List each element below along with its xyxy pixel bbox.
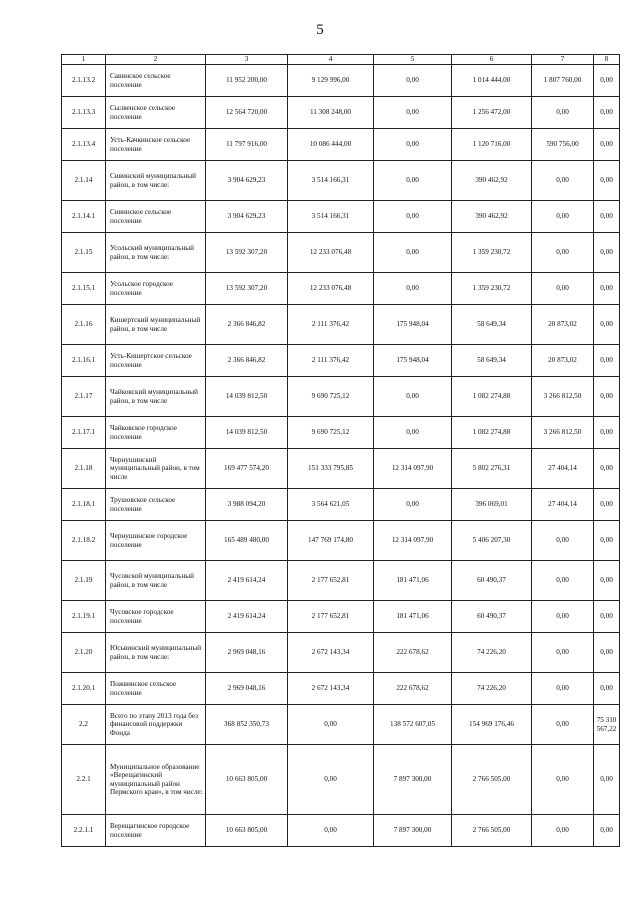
- table-row: [62, 417, 620, 449]
- cell-col-8: 0,00: [594, 449, 620, 489]
- row-code: 2.1.13.3: [62, 97, 106, 129]
- table-row: [62, 201, 620, 233]
- column-header: 5: [374, 55, 452, 65]
- cell-col-8: 0,00: [594, 233, 620, 273]
- cell-col-6: 74 226,20: [452, 673, 532, 705]
- table-row: [62, 745, 620, 815]
- cell-col-6: 390 462,92: [452, 161, 532, 201]
- cell-col-4: 10 086 444,00: [288, 129, 374, 161]
- cell-col-4: 12 233 076,48: [288, 233, 374, 273]
- column-header: 3: [206, 55, 288, 65]
- cell-col-4: 151 333 795,85: [288, 449, 374, 489]
- row-name: Муниципальное образование «Верещагинский муниципальный район Пермского края», в том числе:: [106, 745, 206, 815]
- row-name: Чусовской муниципальный район, в том числе: [106, 561, 206, 601]
- cell-col-3: 2 366 846,82: [206, 305, 288, 345]
- row-code: 2.1.15: [62, 233, 106, 273]
- cell-col-3: 10 663 805,00: [206, 745, 288, 815]
- cell-col-4: 2 672 143,34: [288, 633, 374, 673]
- cell-col-4: 0,00: [288, 815, 374, 847]
- cell-col-4: 9 690 725,12: [288, 417, 374, 449]
- cell-col-6: 60 490,37: [452, 601, 532, 633]
- table-row: [62, 233, 620, 273]
- cell-col-4: 9 129 996,00: [288, 65, 374, 97]
- cell-col-3: 13 592 307,20: [206, 233, 288, 273]
- cell-col-4: 3 514 166,31: [288, 201, 374, 233]
- row-code: 2.1.19.1: [62, 601, 106, 633]
- cell-col-5: 0,00: [374, 377, 452, 417]
- row-code: 2.2: [62, 705, 106, 745]
- table-row: [62, 377, 620, 417]
- table-row: [62, 161, 620, 201]
- cell-col-4: 0,00: [288, 745, 374, 815]
- column-header: 1: [62, 55, 106, 65]
- table-row: [62, 345, 620, 377]
- row-code: 2.1.20: [62, 633, 106, 673]
- cell-col-4: 3 564 621,05: [288, 489, 374, 521]
- cell-col-6: 1 082 274,88: [452, 377, 532, 417]
- row-name: Сивинский муниципальный район, в том числе:: [106, 161, 206, 201]
- row-code: 2.1.13.2: [62, 65, 106, 97]
- row-name: Пожвинское сельское поселение: [106, 673, 206, 705]
- cell-col-4: 2 672 143,34: [288, 673, 374, 705]
- column-header: 8: [594, 55, 620, 65]
- cell-col-6: 390 462,92: [452, 201, 532, 233]
- cell-col-3: 3 904 629,23: [206, 201, 288, 233]
- cell-col-6: 1 256 472,00: [452, 97, 532, 129]
- table-row: [62, 273, 620, 305]
- cell-col-8: 0,00: [594, 633, 620, 673]
- row-name: Чернушинский муниципальный район, в том числе: [106, 449, 206, 489]
- cell-col-3: 368 852 350,73: [206, 705, 288, 745]
- cell-col-7: 3 266 812,50: [532, 417, 594, 449]
- cell-col-7: 0,00: [532, 201, 594, 233]
- cell-col-3: 169 477 574,20: [206, 449, 288, 489]
- row-name: Юсьвинский муниципальный район, в том числе:: [106, 633, 206, 673]
- cell-col-5: 0,00: [374, 129, 452, 161]
- row-code: 2.1.16: [62, 305, 106, 345]
- table-row: [62, 97, 620, 129]
- cell-col-4: 2 177 652,81: [288, 601, 374, 633]
- cell-col-5: 175 948,04: [374, 345, 452, 377]
- cell-col-3: 12 564 720,00: [206, 97, 288, 129]
- cell-col-8: 0,00: [594, 745, 620, 815]
- table-row: [62, 633, 620, 673]
- row-code: 2.1.15.1: [62, 273, 106, 305]
- row-name: Усольское городское поселение: [106, 273, 206, 305]
- cell-col-6: 58 649,34: [452, 345, 532, 377]
- cell-col-3: 10 663 805,00: [206, 815, 288, 847]
- cell-col-4: 9 690 725,12: [288, 377, 374, 417]
- cell-col-3: 165 489 480,00: [206, 521, 288, 561]
- cell-col-7: 0,00: [532, 521, 594, 561]
- row-code: 2.1.19: [62, 561, 106, 601]
- cell-col-7: 0,00: [532, 705, 594, 745]
- cell-col-8: 0,00: [594, 201, 620, 233]
- cell-col-7: 0,00: [532, 745, 594, 815]
- table-header-row: [62, 55, 620, 65]
- cell-col-3: 13 592 307,20: [206, 273, 288, 305]
- cell-col-7: 0,00: [532, 97, 594, 129]
- cell-col-6: 1 359 230,72: [452, 273, 532, 305]
- cell-col-8: 0,00: [594, 815, 620, 847]
- cell-col-7: 0,00: [532, 815, 594, 847]
- cell-col-4: 11 308 248,00: [288, 97, 374, 129]
- cell-col-6: 2 766 505,00: [452, 815, 532, 847]
- row-code: 2.1.14.1: [62, 201, 106, 233]
- cell-col-4: 3 514 166,31: [288, 161, 374, 201]
- cell-col-5: 0,00: [374, 161, 452, 201]
- column-header: 4: [288, 55, 374, 65]
- cell-col-4: 2 177 652,81: [288, 561, 374, 601]
- cell-col-7: 27 404,14: [532, 489, 594, 521]
- cell-col-3: 2 969 048,16: [206, 673, 288, 705]
- cell-col-6: 74 226,20: [452, 633, 532, 673]
- cell-col-5: 0,00: [374, 201, 452, 233]
- row-code: 2.1.18: [62, 449, 106, 489]
- cell-col-6: 1 082 274,88: [452, 417, 532, 449]
- cell-col-7: 27 404,14: [532, 449, 594, 489]
- cell-col-5: 0,00: [374, 65, 452, 97]
- row-name: Кишертский муниципальный район, в том числе: [106, 305, 206, 345]
- cell-col-6: 58 649,34: [452, 305, 532, 345]
- row-name: Верещагинское городское поселение: [106, 815, 206, 847]
- cell-col-8: 0,00: [594, 417, 620, 449]
- cell-col-5: 0,00: [374, 273, 452, 305]
- cell-col-7: 0,00: [532, 161, 594, 201]
- row-name: Чайковский муниципальный район, в том числе: [106, 377, 206, 417]
- data-table: [61, 54, 620, 847]
- row-name: Усольский муниципальный район, в том числе:: [106, 233, 206, 273]
- cell-col-8: 0,00: [594, 345, 620, 377]
- row-code: 2.1.18.1: [62, 489, 106, 521]
- cell-col-5: 0,00: [374, 417, 452, 449]
- cell-col-3: 2 366 846,82: [206, 345, 288, 377]
- cell-col-5: 0,00: [374, 233, 452, 273]
- cell-col-5: 0,00: [374, 97, 452, 129]
- column-header: 7: [532, 55, 594, 65]
- cell-col-6: 1 120 716,00: [452, 129, 532, 161]
- row-code: 2.1.17: [62, 377, 106, 417]
- table-row: [62, 449, 620, 489]
- cell-col-5: 222 678,62: [374, 633, 452, 673]
- row-name: Чусовское городское поселение: [106, 601, 206, 633]
- cell-col-6: 60 490,37: [452, 561, 532, 601]
- row-code: 2.1.16.1: [62, 345, 106, 377]
- cell-col-6: 5 802 276,31: [452, 449, 532, 489]
- table-row: [62, 305, 620, 345]
- row-name: Усть-Кишертское сельское поселение: [106, 345, 206, 377]
- cell-col-3: 2 969 048,16: [206, 633, 288, 673]
- row-name: Усть-Качкинское сельское поселение: [106, 129, 206, 161]
- cell-col-7: 0,00: [532, 673, 594, 705]
- table-row: [62, 561, 620, 601]
- cell-col-6: 154 969 176,46: [452, 705, 532, 745]
- row-name: Сылвенское сельское поселение: [106, 97, 206, 129]
- cell-col-5: 175 948,04: [374, 305, 452, 345]
- column-header: 6: [452, 55, 532, 65]
- row-name: Сивинское сельское поселение: [106, 201, 206, 233]
- cell-col-7: 20 873,02: [532, 345, 594, 377]
- cell-col-3: 14 039 812,50: [206, 377, 288, 417]
- cell-col-4: 12 233 076,48: [288, 273, 374, 305]
- table-row: [62, 489, 620, 521]
- row-code: 2.1.17.1: [62, 417, 106, 449]
- cell-col-5: 7 897 300,00: [374, 745, 452, 815]
- cell-col-6: 1 359 230,72: [452, 233, 532, 273]
- cell-col-8: 0,00: [594, 129, 620, 161]
- cell-col-7: 0,00: [532, 233, 594, 273]
- cell-col-5: 12 314 097,90: [374, 449, 452, 489]
- cell-col-7: 0,00: [532, 633, 594, 673]
- cell-col-5: 0,00: [374, 489, 452, 521]
- cell-col-4: 2 111 376,42: [288, 345, 374, 377]
- row-code: 2.1.14: [62, 161, 106, 201]
- cell-col-8: 0,00: [594, 65, 620, 97]
- cell-col-4: 2 111 376,42: [288, 305, 374, 345]
- cell-col-5: 12 314 097,90: [374, 521, 452, 561]
- cell-col-8: 0,00: [594, 161, 620, 201]
- cell-col-6: 2 766 505,00: [452, 745, 532, 815]
- row-name: Трушовское сельское поселение: [106, 489, 206, 521]
- cell-col-8: 0,00: [594, 305, 620, 345]
- cell-col-7: 3 266 812,50: [532, 377, 594, 417]
- cell-col-3: 11 797 916,00: [206, 129, 288, 161]
- cell-col-8: 0,00: [594, 561, 620, 601]
- row-code: 2.2.1.1: [62, 815, 106, 847]
- table-row: [62, 673, 620, 705]
- table-row: [62, 705, 620, 745]
- cell-col-7: 0,00: [532, 561, 594, 601]
- column-header: 2: [106, 55, 206, 65]
- table-row: [62, 521, 620, 561]
- row-code: 2.1.20.1: [62, 673, 106, 705]
- cell-col-5: 138 572 607,05: [374, 705, 452, 745]
- cell-col-5: 7 897 300,00: [374, 815, 452, 847]
- cell-col-4: 147 769 174,80: [288, 521, 374, 561]
- row-name: Савинское сельское поселение: [106, 65, 206, 97]
- row-code: 2.1.13.4: [62, 129, 106, 161]
- cell-col-5: 222 678,62: [374, 673, 452, 705]
- cell-col-4: 0,00: [288, 705, 374, 745]
- row-name: Всего по этапу 2013 года без финансовой поддержки Фонда: [106, 705, 206, 745]
- cell-col-3: 3 988 094,20: [206, 489, 288, 521]
- table-row: [62, 601, 620, 633]
- cell-col-7: 0,00: [532, 273, 594, 305]
- cell-col-8: 0,00: [594, 377, 620, 417]
- row-code: 2.2.1: [62, 745, 106, 815]
- page-number: 5: [316, 22, 324, 38]
- cell-col-7: 20 873,02: [532, 305, 594, 345]
- cell-col-3: 2 419 614,24: [206, 601, 288, 633]
- table-row: [62, 65, 620, 97]
- row-name: Чернушинское городское поселение: [106, 521, 206, 561]
- cell-col-8: 0,00: [594, 521, 620, 561]
- cell-col-8: 0,00: [594, 601, 620, 633]
- cell-col-8: 0,00: [594, 489, 620, 521]
- cell-col-6: 5 406 207,30: [452, 521, 532, 561]
- cell-col-7: 590 756,00: [532, 129, 594, 161]
- cell-col-3: 14 039 812,50: [206, 417, 288, 449]
- cell-col-6: 396 069,01: [452, 489, 532, 521]
- row-name: Чайковское городское поселение: [106, 417, 206, 449]
- cell-col-3: 2 419 614,24: [206, 561, 288, 601]
- cell-col-8: 0,00: [594, 97, 620, 129]
- table-row: [62, 815, 620, 847]
- cell-col-3: 3 904 629,23: [206, 161, 288, 201]
- cell-col-7: 1 807 760,00: [532, 65, 594, 97]
- cell-col-6: 1 014 444,00: [452, 65, 532, 97]
- cell-col-8: 0,00: [594, 273, 620, 305]
- cell-col-8: 75 310 567,22: [594, 705, 620, 745]
- cell-col-5: 181 471,06: [374, 601, 452, 633]
- row-code: 2.1.18.2: [62, 521, 106, 561]
- cell-col-5: 181 471,06: [374, 561, 452, 601]
- cell-col-7: 0,00: [532, 601, 594, 633]
- cell-col-8: 0,00: [594, 673, 620, 705]
- table-row: [62, 129, 620, 161]
- cell-col-3: 11 952 200,00: [206, 65, 288, 97]
